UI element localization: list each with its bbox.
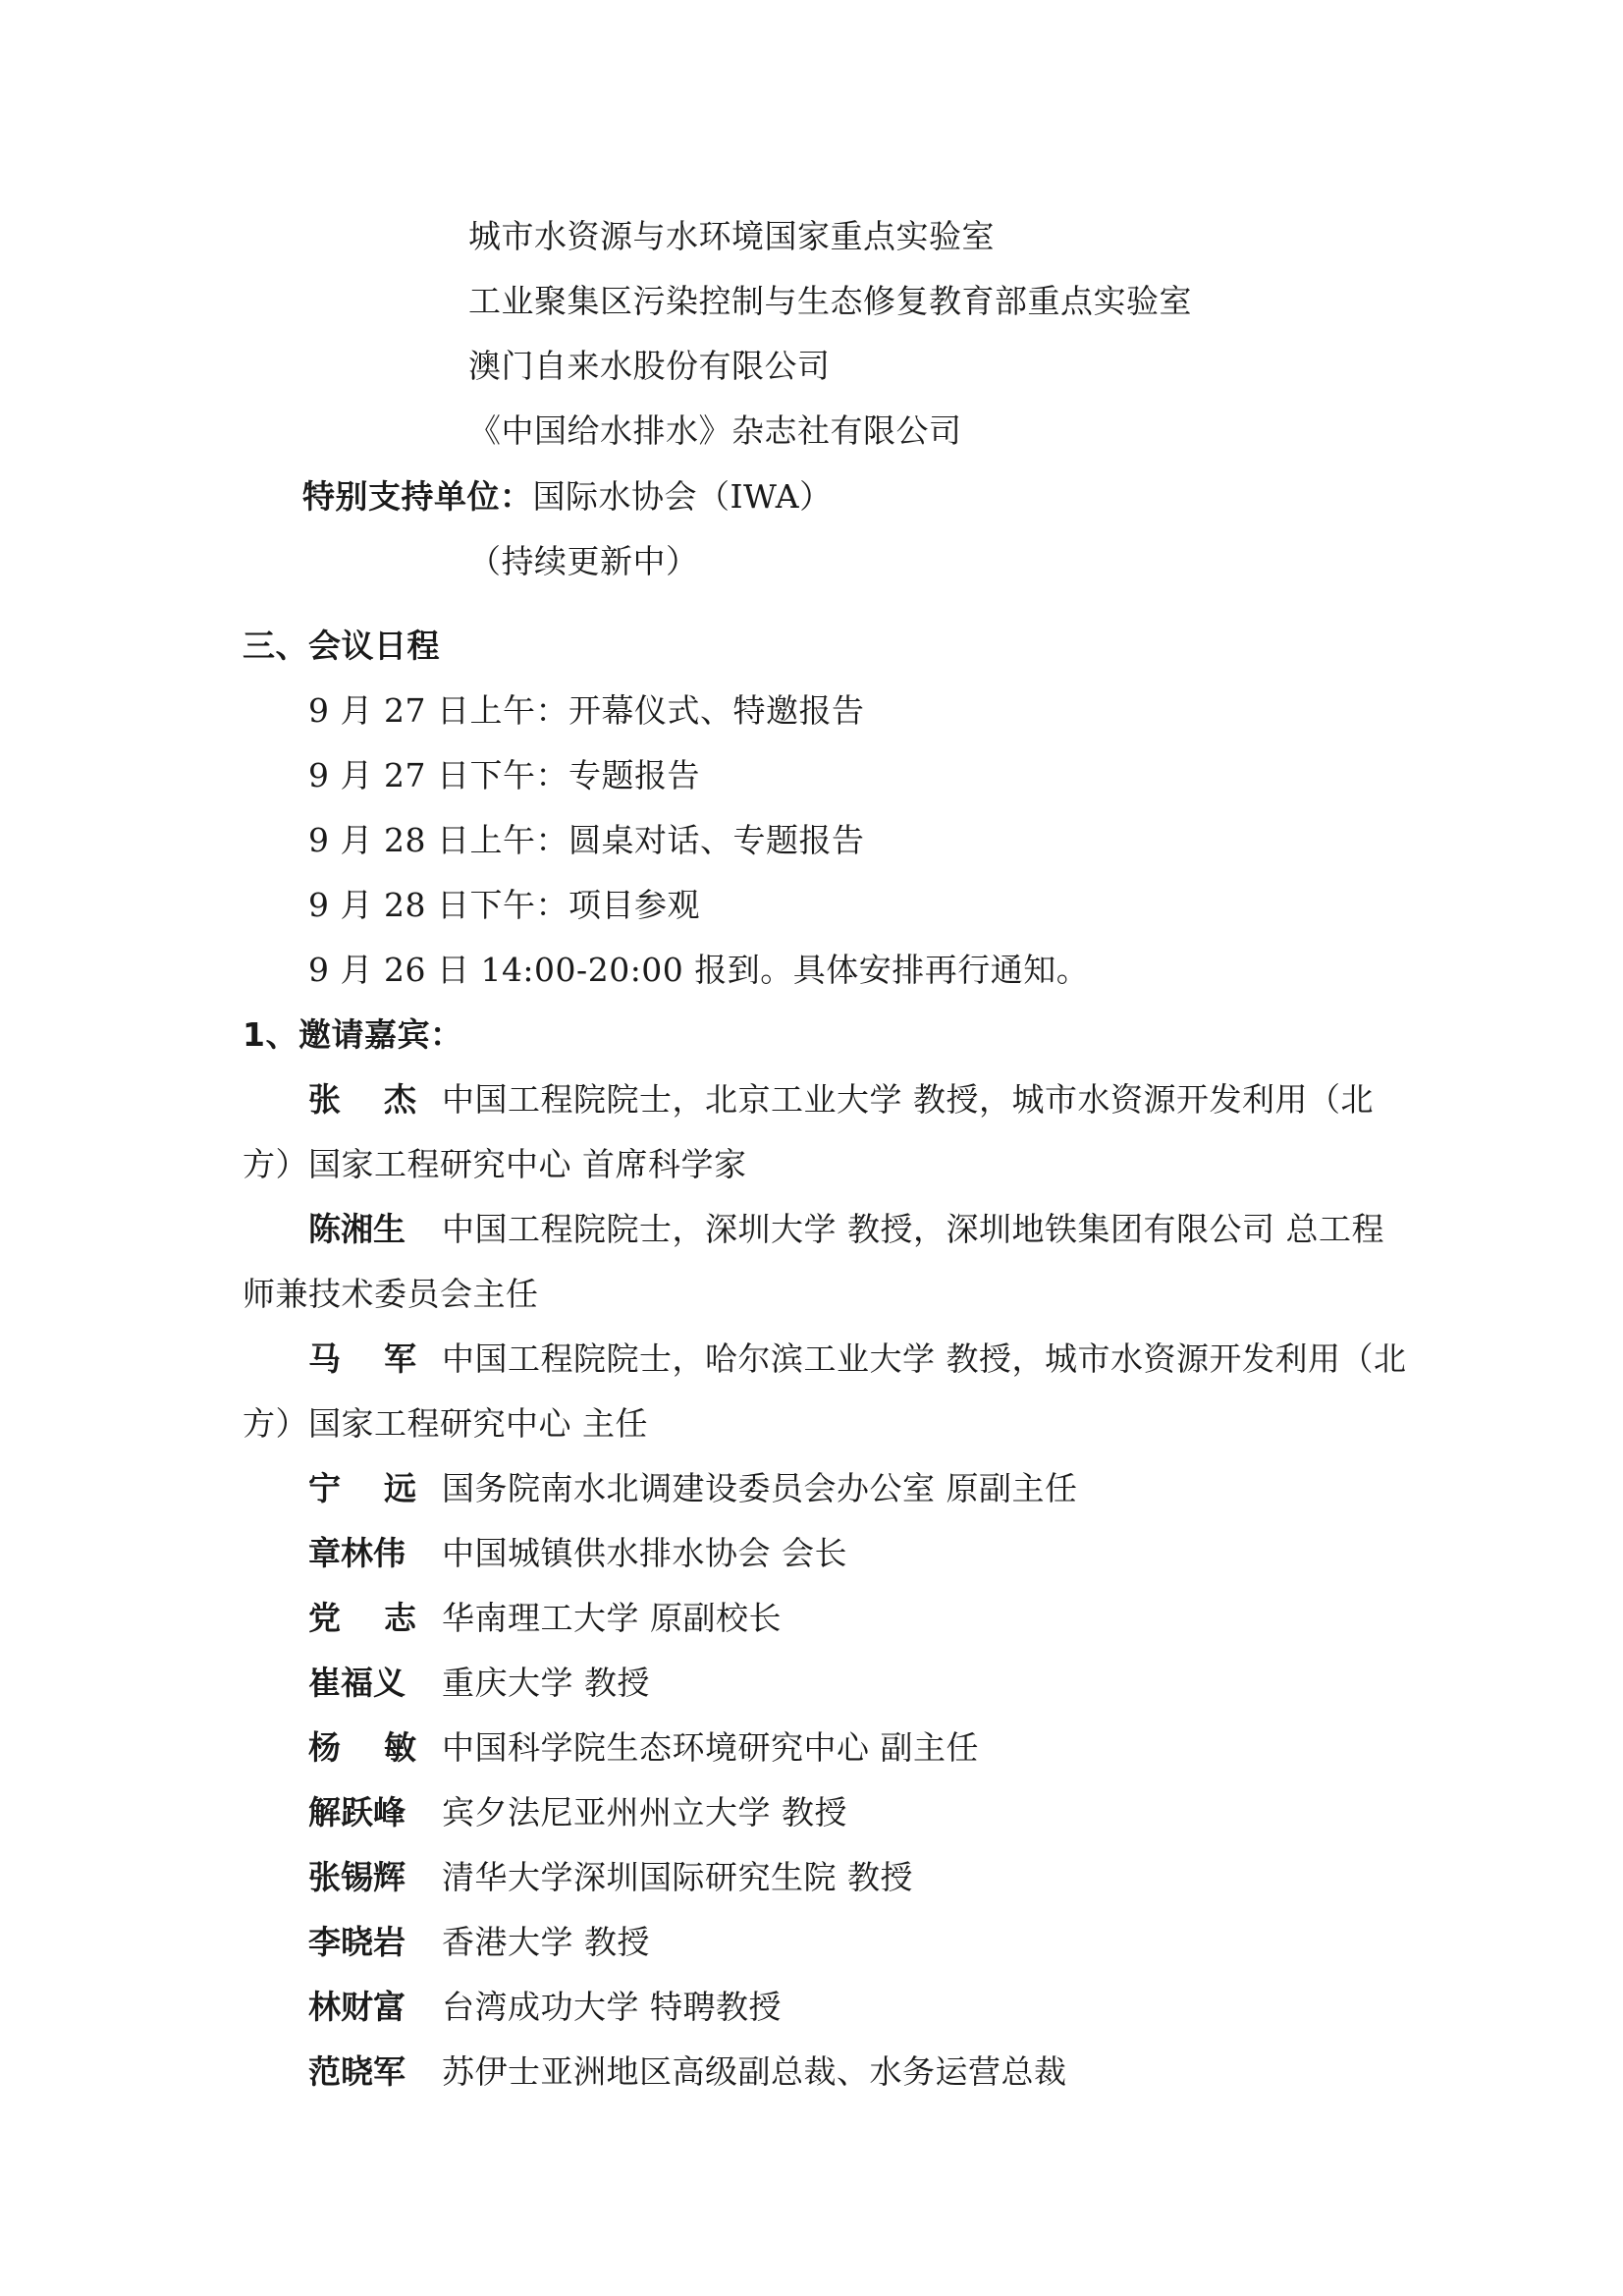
guests-heading: 1、邀请嘉宾：: [243, 1015, 463, 1054]
guest-name: 马 军: [308, 1339, 416, 1378]
guest-name: 宁 远: [308, 1469, 416, 1507]
guest-description: 国务院南水北调建设委员会办公室 原副主任: [442, 1469, 1078, 1507]
guest-description: 台湾成功大学 特聘教授: [442, 1988, 782, 2026]
schedule-item: 9 月 26 日 14:00-20:00 报到。具体安排再行通知。: [308, 951, 1090, 989]
guest-description: 华南理工大学 原副校长: [442, 1599, 782, 1637]
special-support-value: 国际水协会（IWA）: [532, 477, 833, 516]
organizer-line: 《中国给水排水》杂志社有限公司: [468, 411, 962, 450]
guest-description-continued: 方）国家工程研究中心 主任: [243, 1404, 648, 1443]
guest-name: 张 杰: [308, 1080, 416, 1119]
guest-name: 章 林 伟: [308, 1534, 406, 1572]
guest-description: 宾夕法尼亚州州立大学 教授: [442, 1793, 847, 1831]
special-support-label: 特别支持单位：: [302, 477, 533, 516]
guest-description: 中国工程院院士，深圳大学 教授，深圳地铁集团有限公司 总工程: [442, 1210, 1384, 1248]
organizer-line: 工业聚集区污染控制与生态修复教育部重点实验室: [468, 282, 1192, 320]
guest-name: 陈 湘 生: [308, 1210, 406, 1248]
guest-name: 张 锡 辉: [308, 1858, 406, 1896]
guest-name: 范 晓 军: [308, 2052, 406, 2091]
guest-description-continued: 师兼技术委员会主任: [243, 1275, 539, 1313]
guest-name: 崔 福 义: [308, 1664, 406, 1702]
guest-description: 苏伊士亚洲地区高级副总裁、水务运营总裁: [442, 2052, 1067, 2091]
schedule-item: 9 月 28 日下午：项目参观: [308, 886, 700, 924]
schedule-item: 9 月 27 日上午：开幕仪式、特邀报告: [308, 691, 865, 730]
organizer-line: 城市水资源与水环境国家重点实验室: [468, 217, 995, 255]
guest-description: 中国工程院院士，北京工业大学 教授，城市水资源开发利用（北: [442, 1080, 1374, 1119]
guest-description: 中国城镇供水排水协会 会长: [442, 1534, 847, 1572]
guest-description: 重庆大学 教授: [442, 1664, 650, 1702]
guest-name: 党 志: [308, 1599, 416, 1637]
guest-name: 林 财 富: [308, 1988, 406, 2026]
section-heading-schedule: 三、会议日程: [243, 627, 440, 665]
guest-description: 中国工程院院士，哈尔滨工业大学 教授，城市水资源开发利用（北: [442, 1339, 1407, 1378]
update-note: （持续更新中）: [468, 542, 699, 580]
organizer-line: 澳门自来水股份有限公司: [468, 347, 831, 385]
guest-description: 中国科学院生态环境研究中心 副主任: [442, 1728, 979, 1767]
guest-name: 李 晓 岩: [308, 1923, 406, 1961]
guest-description: 清华大学深圳国际研究生院 教授: [442, 1858, 913, 1896]
special-support-line: [302, 477, 833, 517]
guest-description: 香港大学 教授: [442, 1923, 650, 1961]
schedule-item: 9 月 28 日上午：圆桌对话、专题报告: [308, 821, 865, 859]
guest-name: 解 跃 峰: [308, 1793, 406, 1831]
guest-name: 杨 敏: [308, 1728, 416, 1767]
schedule-item: 9 月 27 日下午：专题报告: [308, 756, 700, 794]
guest-description-continued: 方）国家工程研究中心 首席科学家: [243, 1145, 747, 1183]
